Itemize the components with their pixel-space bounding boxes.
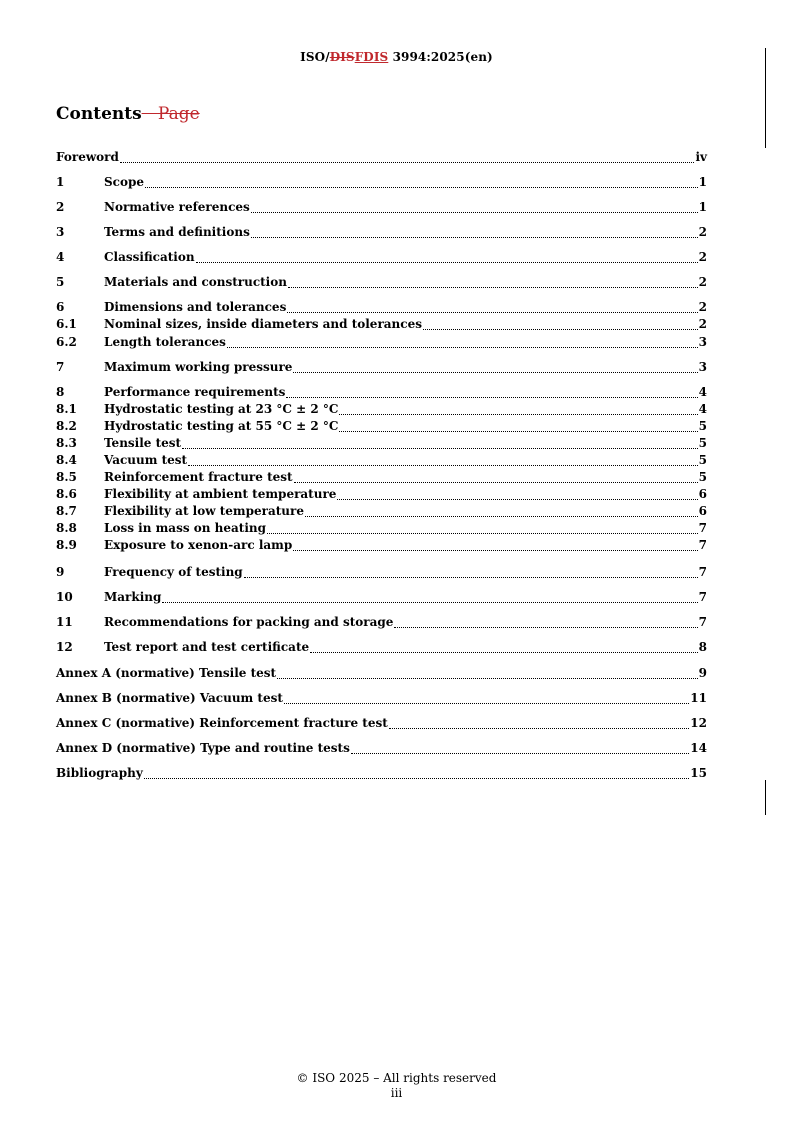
toc-entry-title: Length tolerances bbox=[104, 335, 226, 349]
toc-entry-title: Vacuum test bbox=[104, 453, 188, 467]
toc-entry[interactable] bbox=[56, 590, 707, 605]
toc-dot-leader bbox=[251, 201, 698, 213]
toc-dot-leader bbox=[277, 667, 698, 679]
toc-entry[interactable] bbox=[56, 419, 707, 434]
toc-entry-page: 2 bbox=[698, 250, 707, 264]
toc-entry[interactable] bbox=[56, 565, 707, 580]
toc-entry-page: 11 bbox=[690, 691, 707, 705]
toc-entry-title: Annex B (normative) Vacuum test bbox=[56, 691, 283, 705]
toc-entry-title: Terms and definitions bbox=[104, 225, 250, 239]
toc-entry[interactable] bbox=[56, 200, 707, 215]
toc-dot-leader bbox=[188, 454, 698, 466]
toc-entry-page: 7 bbox=[698, 521, 707, 535]
toc-entry-number: 7 bbox=[56, 360, 65, 374]
toc-entry[interactable] bbox=[56, 250, 707, 265]
toc-entry-page: 6 bbox=[698, 504, 707, 518]
toc-entry-page: 2 bbox=[698, 300, 707, 314]
header-inserted-text: FDIS bbox=[354, 50, 389, 64]
toc-entry-page: 6 bbox=[698, 487, 707, 501]
toc-dot-leader bbox=[351, 742, 689, 754]
toc-entry-number: 6.2 bbox=[56, 335, 77, 349]
toc-entry-page: 14 bbox=[690, 741, 707, 755]
toc-entry-title: Scope bbox=[104, 175, 145, 189]
toc-entry-title: Hydrostatic testing at 23 °C ± 2 °C bbox=[104, 402, 339, 416]
toc-entry-number: 8.9 bbox=[56, 538, 77, 552]
toc-entry-title: Loss in mass on heating bbox=[104, 521, 267, 535]
page-footer bbox=[0, 1071, 793, 1101]
toc-entry-page: 7 bbox=[698, 538, 707, 552]
toc-entry-page: 1 bbox=[698, 175, 707, 189]
toc-entry-title: Annex D (normative) Type and routine tests bbox=[56, 741, 350, 755]
toc-entry-number: 8.6 bbox=[56, 487, 77, 501]
toc-entry[interactable] bbox=[56, 470, 707, 485]
toc-entry-title: Marking bbox=[104, 590, 162, 604]
toc-entry-page: 2 bbox=[698, 317, 707, 331]
toc-entry-number: 8 bbox=[56, 385, 65, 399]
toc-dot-leader bbox=[162, 591, 697, 603]
toc-entry-number: 1 bbox=[56, 175, 65, 189]
toc-entry[interactable] bbox=[56, 504, 707, 519]
contents-heading bbox=[56, 104, 200, 124]
toc-entry-title: Frequency of testing bbox=[104, 565, 243, 579]
toc-entry[interactable] bbox=[56, 360, 707, 375]
toc-entry[interactable] bbox=[56, 640, 707, 655]
toc-entry-page: iv bbox=[695, 150, 707, 164]
toc-entry[interactable] bbox=[56, 385, 707, 400]
toc-dot-leader bbox=[389, 717, 690, 729]
toc-dot-leader bbox=[293, 361, 697, 373]
toc-entry-number: 9 bbox=[56, 565, 65, 579]
toc-entry-number: 2 bbox=[56, 200, 65, 214]
toc-entry-number: 6.1 bbox=[56, 317, 77, 331]
toc-entry-page: 3 bbox=[698, 360, 707, 374]
copyright-notice: © ISO 2025 – All rights reserved bbox=[296, 1071, 497, 1085]
toc-entry[interactable] bbox=[56, 691, 707, 706]
toc-entry-page: 12 bbox=[690, 716, 707, 730]
toc-entry-number: 8.3 bbox=[56, 436, 77, 450]
toc-entry-page: 2 bbox=[698, 225, 707, 239]
toc-entry-page: 8 bbox=[698, 640, 707, 654]
toc-entry-title: Annex A (normative) Tensile test bbox=[56, 666, 277, 680]
toc-entry[interactable] bbox=[56, 317, 707, 332]
toc-dot-leader bbox=[144, 767, 690, 779]
toc-entry-page: 4 bbox=[698, 385, 707, 399]
header-deleted-text: DIS bbox=[329, 50, 355, 64]
toc-entry-title: Bibliography bbox=[56, 766, 143, 780]
toc-dot-leader bbox=[244, 566, 698, 578]
toc-dot-leader bbox=[182, 437, 698, 449]
toc-entry[interactable] bbox=[56, 521, 707, 536]
toc-dot-leader bbox=[145, 176, 698, 188]
toc-dot-leader bbox=[337, 488, 697, 500]
toc-entry-number: 11 bbox=[56, 615, 73, 629]
toc-entry[interactable] bbox=[56, 453, 707, 468]
toc-entry-page: 5 bbox=[698, 436, 707, 450]
toc-entry[interactable] bbox=[56, 741, 707, 756]
toc-entry-number: 8.2 bbox=[56, 419, 77, 433]
toc-entry[interactable] bbox=[56, 402, 707, 417]
toc-entry-title: Tensile test bbox=[104, 436, 182, 450]
page-number: iii bbox=[390, 1086, 403, 1100]
toc-entry-number: 3 bbox=[56, 225, 65, 239]
toc-entry-number: 4 bbox=[56, 250, 65, 264]
toc-entry-title: Materials and construction bbox=[104, 275, 287, 289]
toc-entry-page: 9 bbox=[698, 666, 707, 680]
toc-entry-title: Classification bbox=[104, 250, 195, 264]
toc-entry-title: Nominal sizes, inside diameters and tolerances bbox=[104, 317, 422, 331]
toc-entry-title: Recommendations for packing and storage bbox=[104, 615, 394, 629]
toc-dot-leader bbox=[339, 420, 697, 432]
toc-entry-number: 5 bbox=[56, 275, 65, 289]
toc-entry[interactable] bbox=[56, 175, 707, 190]
toc-entry-page: 5 bbox=[698, 470, 707, 484]
toc-entry[interactable] bbox=[56, 666, 707, 681]
toc-entry-title: Test report and test certificate bbox=[104, 640, 310, 654]
toc-entry-page: 5 bbox=[698, 453, 707, 467]
toc-dot-leader bbox=[120, 151, 695, 163]
toc-entry-title: Performance requirements bbox=[104, 385, 286, 399]
header-suffix: 3994:2025(en) bbox=[388, 50, 493, 64]
toc-dot-leader bbox=[423, 318, 698, 330]
header-prefix: ISO/ bbox=[300, 50, 330, 64]
toc-entry-title: Flexibility at ambient temperature bbox=[104, 487, 337, 501]
toc-entry-number: 8.4 bbox=[56, 453, 77, 467]
toc-entry-page: 3 bbox=[698, 335, 707, 349]
toc-entry-title: Reinforcement fracture test bbox=[104, 470, 293, 484]
toc-dot-leader bbox=[267, 522, 698, 534]
toc-entry-title: Normative references bbox=[104, 200, 250, 214]
toc-entry-page: 2 bbox=[698, 275, 707, 289]
contents-title: Contents bbox=[56, 104, 142, 124]
toc-entry[interactable] bbox=[56, 538, 707, 553]
toc-dot-leader bbox=[293, 539, 697, 551]
toc-entry[interactable] bbox=[56, 436, 707, 451]
toc-entry-page: 1 bbox=[698, 200, 707, 214]
toc-entry[interactable] bbox=[56, 275, 707, 290]
toc-dot-leader bbox=[284, 692, 689, 704]
toc-entry-title: Maximum working pressure bbox=[104, 360, 293, 374]
toc-dot-leader bbox=[294, 471, 698, 483]
toc-entry[interactable] bbox=[56, 335, 707, 350]
toc-entry-title: Foreword bbox=[56, 150, 119, 164]
toc-entry-page: 15 bbox=[690, 766, 707, 780]
toc-dot-leader bbox=[251, 226, 698, 238]
toc-entry-title: Exposure to xenon-arc lamp bbox=[104, 538, 293, 552]
toc-entry-page: 5 bbox=[698, 419, 707, 433]
toc-entry-title: Annex C (normative) Reinforcement fracture test bbox=[56, 716, 388, 730]
toc-dot-leader bbox=[287, 301, 697, 313]
toc-entry-number: 8.5 bbox=[56, 470, 77, 484]
toc-entry-number: 8.8 bbox=[56, 521, 77, 535]
toc-entry[interactable] bbox=[56, 615, 707, 630]
toc-entry[interactable] bbox=[56, 487, 707, 502]
contents-page-label: Page bbox=[157, 104, 200, 124]
toc-dot-leader bbox=[227, 336, 698, 348]
toc-entry-number: 12 bbox=[56, 640, 73, 654]
toc-dot-leader bbox=[310, 641, 698, 653]
toc-entry-page: 7 bbox=[698, 565, 707, 579]
toc-entry[interactable] bbox=[56, 300, 707, 315]
toc-dot-leader bbox=[196, 251, 698, 263]
toc-entry-number: 8.1 bbox=[56, 402, 77, 416]
toc-entry-number: 6 bbox=[56, 300, 65, 314]
toc-entry-page: 7 bbox=[698, 615, 707, 629]
toc-dot-leader bbox=[288, 276, 698, 288]
toc-entry-number: 8.7 bbox=[56, 504, 77, 518]
toc-dot-leader bbox=[339, 403, 697, 415]
toc-entry[interactable] bbox=[56, 716, 707, 731]
document-header bbox=[0, 50, 793, 64]
toc-entry-number: 10 bbox=[56, 590, 73, 604]
toc-entry-title: Hydrostatic testing at 55 °C ± 2 °C bbox=[104, 419, 339, 433]
revision-change-bar bbox=[765, 780, 766, 815]
toc-entry[interactable] bbox=[56, 766, 707, 781]
toc-entry-page: 7 bbox=[698, 590, 707, 604]
toc-entry[interactable] bbox=[56, 225, 707, 240]
toc-entry-page: 4 bbox=[698, 402, 707, 416]
toc-dot-leader bbox=[305, 505, 698, 517]
toc-dot-leader bbox=[394, 616, 697, 628]
toc-entry-title: Dimensions and tolerances bbox=[104, 300, 287, 314]
toc-entry-title: Flexibility at low temperature bbox=[104, 504, 304, 518]
toc-entry[interactable] bbox=[56, 150, 707, 165]
toc-dot-leader bbox=[286, 386, 697, 398]
